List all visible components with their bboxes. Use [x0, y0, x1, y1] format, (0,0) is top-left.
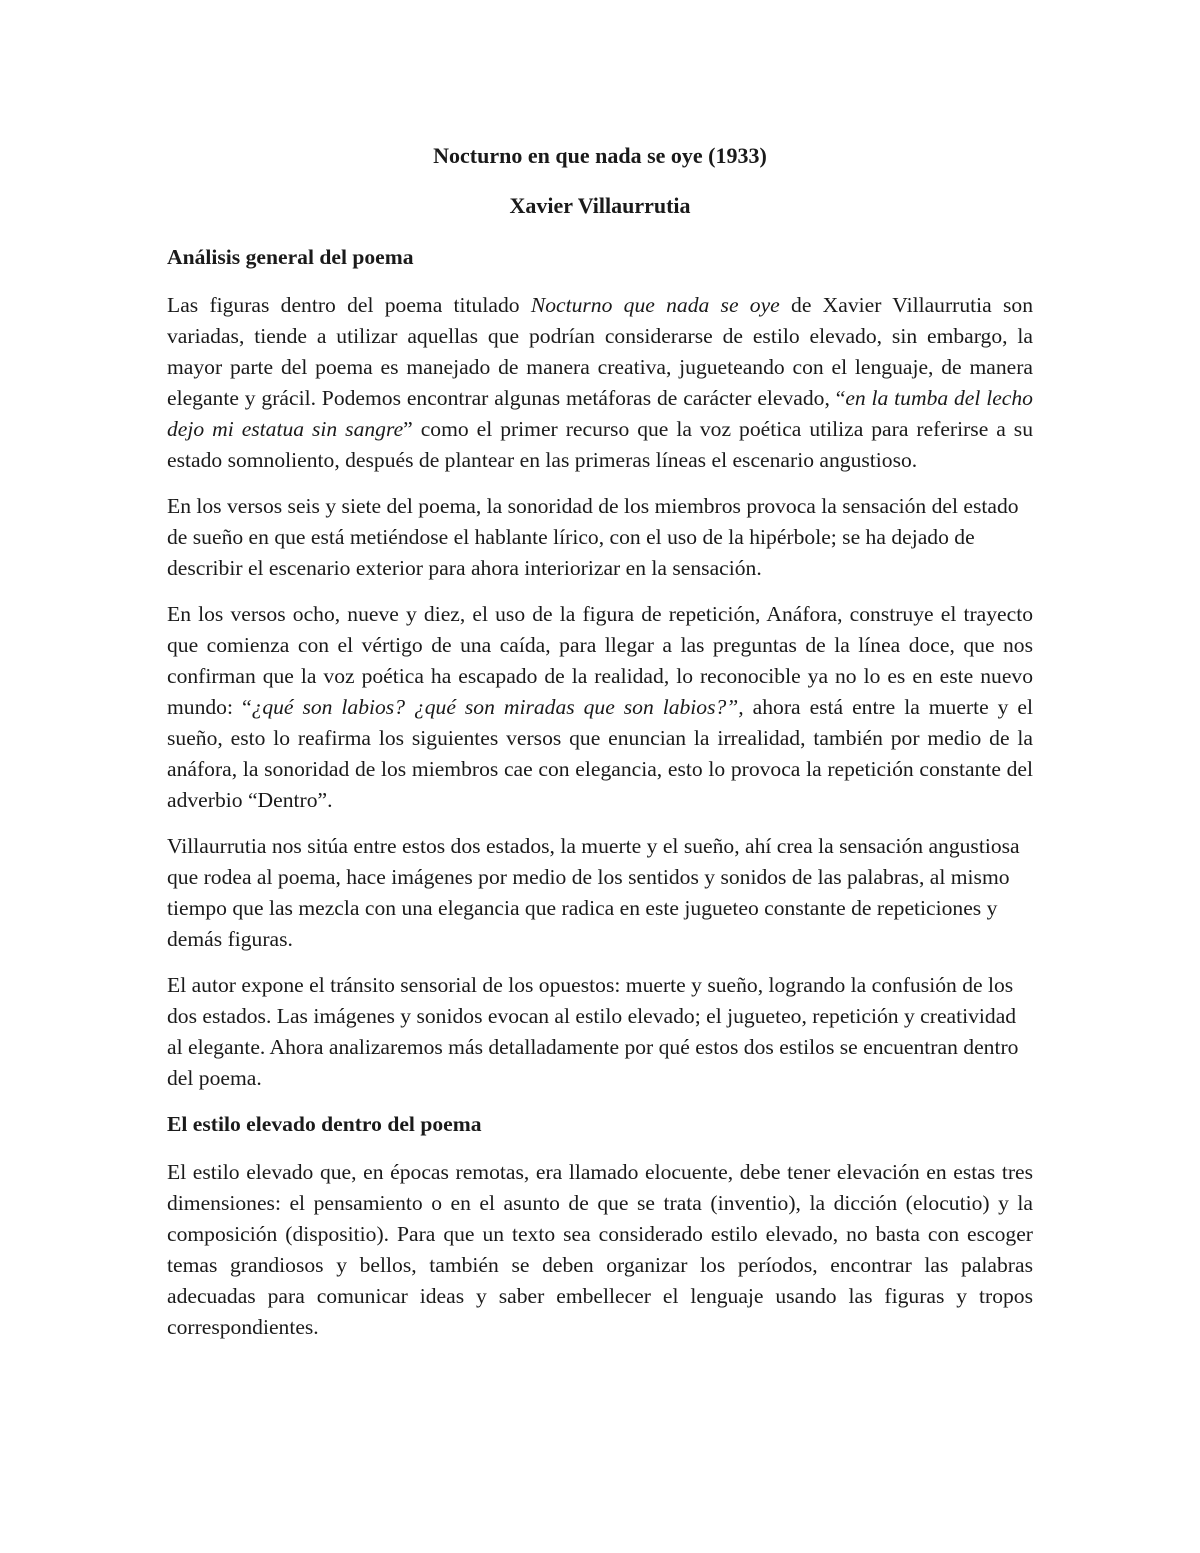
paragraph-3-text-c: ahora está entre la muerte y el sueño, esto lo reafirma los siguientes versos que enuncian la irrealidad, también por medio de la anáfora, la sonoridad de los miembros cae con elegancia, esto lo provoca la repetición constante del adverbio “Dentro”.: [167, 695, 1034, 812]
poem-quote-italic: en la tumba del lecho dejo mi estatua sin sangre: [167, 386, 1033, 441]
paragraph-1-text-e: ” como el primer recurso que la voz poética utiliza para referirse a su estado somnoliento, después de plantear en las primeras líneas el escenario angustioso.: [167, 417, 1033, 472]
document-author: Xavier Villaurrutia: [509, 193, 691, 218]
paragraph-3: [167, 599, 1033, 816]
paragraph-5: El autor expone el tránsito sensorial de los opuestos: muerte y sueño, logrando la confusión de los dos estados. Las imágenes y sonidos evocan al estilo elevado; el jugueteo, repetición y creatividad al elegante. Ahora analizaremos más detalladamente por qué estos dos estilos se encuentran dentro del poema.: [167, 973, 1019, 1090]
document-page: [167, 138, 1033, 1358]
paragraph-2: En los versos seis y siete del poema, la sonoridad de los miembros provoca la sensación del estado de sueño en que está metiéndose el hablante lírico, con el uso de la hipérbole; se ha dejado de describir el escenario exterior para ahora interiorizar en la sensación.: [167, 494, 1019, 580]
poem-title-italic: Nocturno que nada se oye: [530, 293, 780, 317]
paragraph-6: El estilo elevado que, en épocas remotas, era llamado elocuente, debe tener elevación en estas tres dimensiones: el pensamiento o en el asunto de que se trata (inventio), la dicción (elocutio) y la composición (dispositio). Para que un texto sea considerado estilo elevado, no basta con escoger temas grandiosos y bellos, también se deben organizar los períodos, encontrar las palabras adecuadas para comunicar ideas y saber embellecer el lenguaje usando las figuras y tropos correspondientes.: [167, 1160, 1033, 1339]
document-title: Nocturno en que nada se oye (1933): [433, 143, 767, 168]
section-heading-elevated-style: El estilo elevado dentro del poema: [167, 1112, 482, 1136]
poem-questions-italic: ¿qué son labios? ¿qué son miradas que son labios?”,: [251, 695, 744, 719]
paragraph-4: Villaurrutia nos sitúa entre estos dos estados, la muerte y el sueño, ahí crea la sensación angustiosa que rodea al poema, hace imágenes por medio de los sentidos y sonidos de las palabras, al mismo tiempo que las mezcla con una elegancia que radica en este jugueteo constante de repeticiones y demás figuras.: [167, 834, 1020, 951]
paragraph-1: [167, 290, 1033, 476]
paragraph-3-text-a: En los versos ocho, nueve y diez, el uso de la figura de repetición, Anáfora, construye el trayecto que comienza con el vértigo de una caída, para llegar a las preguntas de la línea doce, que nos confirman que la voz poética ha escapado de la realidad, lo reconocible ya no lo es en este nuevo mundo: “: [167, 602, 1033, 719]
paragraph-1-text-a: Las figuras dentro del poema titulado: [167, 293, 531, 317]
section-heading-analysis: Análisis general del poema: [167, 245, 414, 269]
paragraph-1-text-c: de Xavier Villaurrutia son variadas, tiende a utilizar aquellas que podrían considerarse de estilo elevado, sin embargo, la mayor parte del poema es manejado de manera creativa, jugueteando con el lenguaje, de manera elegante y grácil. Podemos encontrar algunas metáforas de carácter elevado, “: [167, 293, 1033, 410]
